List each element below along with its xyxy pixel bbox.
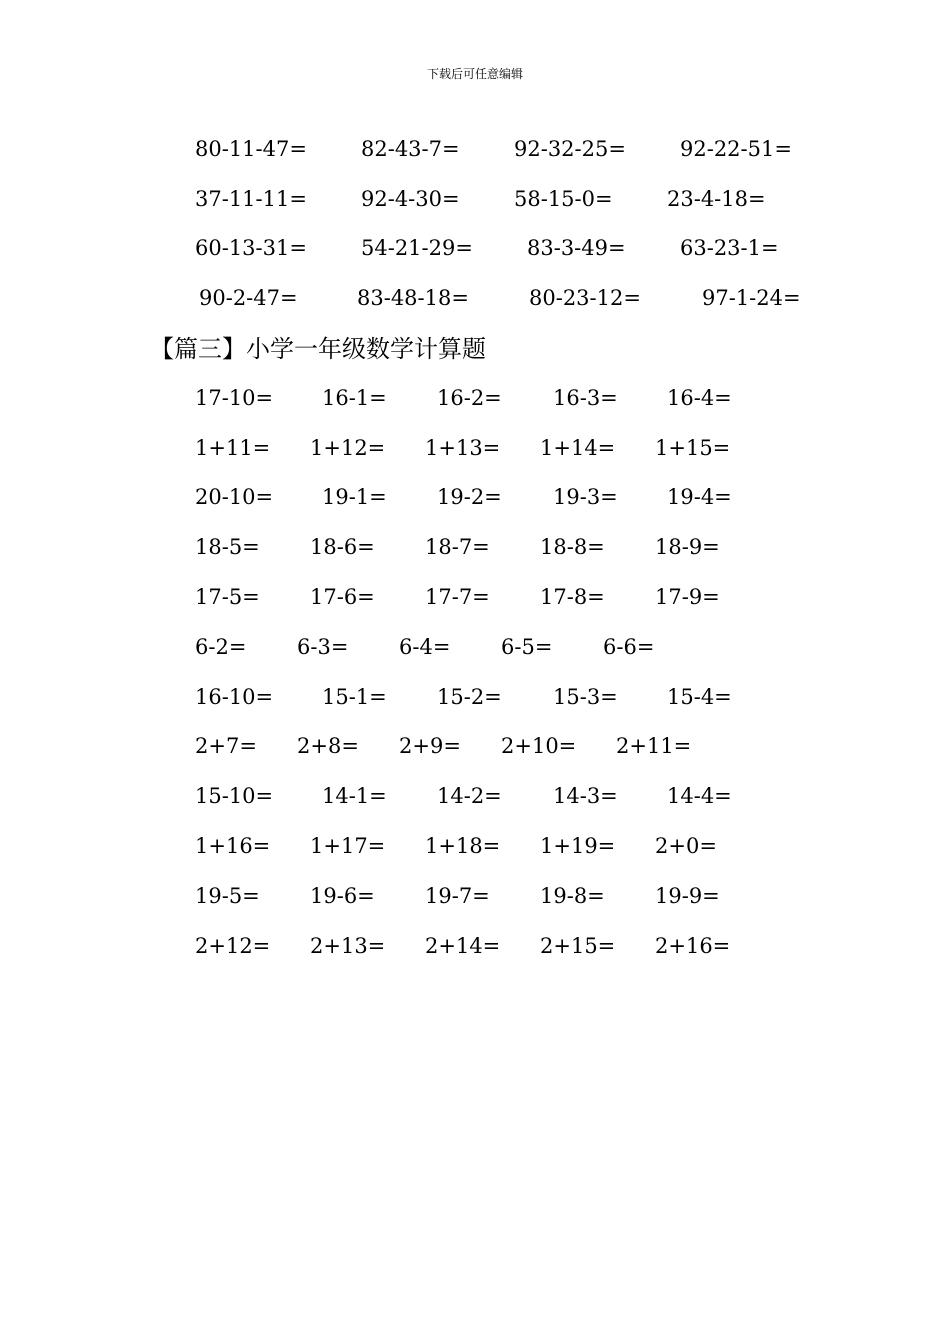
math-problem: 1+17= (310, 834, 386, 858)
math-problem: 80-11-47= (195, 137, 307, 161)
math-problem: 18-5= (195, 535, 260, 559)
math-problem: 1+18= (425, 834, 501, 858)
math-problem: 14-2= (437, 784, 502, 808)
math-problem: 16-10= (195, 685, 274, 709)
section-title: 【篇三】小学一年级数学计算题 (150, 335, 486, 363)
math-problem: 20-10= (195, 485, 274, 509)
math-problem: 15-2= (437, 685, 502, 709)
math-problem: 1+15= (655, 436, 731, 460)
math-problem: 15-10= (195, 784, 274, 808)
math-problem: 1+14= (540, 436, 616, 460)
math-problem: 14-1= (322, 784, 387, 808)
math-problem: 1+19= (540, 834, 616, 858)
math-problem: 80-23-12= (529, 286, 641, 310)
math-problem: 15-1= (322, 685, 387, 709)
math-problem: 18-9= (655, 535, 720, 559)
problem-row (0, 931, 950, 961)
math-problem: 2+12= (195, 934, 271, 958)
math-problem: 2+13= (310, 934, 386, 958)
math-problem: 92-32-25= (514, 137, 626, 161)
math-problem: 2+8= (297, 734, 359, 758)
math-problem: 19-5= (195, 884, 260, 908)
problem-row (0, 582, 950, 612)
math-problem: 19-9= (655, 884, 720, 908)
math-problem: 92-22-51= (680, 137, 792, 161)
math-problem: 15-4= (667, 685, 732, 709)
problem-row (0, 731, 950, 761)
math-problem: 16-4= (667, 386, 732, 410)
problem-row (0, 482, 950, 512)
math-problem: 19-6= (310, 884, 375, 908)
math-problem: 14-4= (667, 784, 732, 808)
math-problem: 37-11-11= (195, 187, 307, 211)
math-problem: 19-7= (425, 884, 490, 908)
math-problem: 15-3= (553, 685, 618, 709)
math-problem: 83-3-49= (527, 236, 626, 260)
math-problem: 2+14= (425, 934, 501, 958)
problem-row (0, 233, 950, 263)
math-problem: 17-5= (195, 585, 260, 609)
problem-row (0, 283, 950, 313)
math-problem: 92-4-30= (361, 187, 460, 211)
math-problem: 1+13= (425, 436, 501, 460)
math-problem: 16-3= (553, 386, 618, 410)
problem-row (0, 881, 950, 911)
math-problem: 17-10= (195, 386, 274, 410)
math-problem: 19-3= (553, 485, 618, 509)
math-problem: 2+11= (616, 734, 692, 758)
math-problem: 18-6= (310, 535, 375, 559)
math-problem: 60-13-31= (195, 236, 307, 260)
problem-row (0, 532, 950, 562)
math-problem: 97-1-24= (702, 286, 801, 310)
math-problem: 2+9= (399, 734, 461, 758)
math-problem: 2+15= (540, 934, 616, 958)
math-problem: 58-15-0= (514, 187, 613, 211)
math-problem: 18-8= (540, 535, 605, 559)
math-problem: 6-5= (501, 635, 553, 659)
problem-row (0, 831, 950, 861)
math-problem: 18-7= (425, 535, 490, 559)
math-problem: 2+10= (501, 734, 577, 758)
math-problem: 83-48-18= (357, 286, 469, 310)
math-problem: 14-3= (553, 784, 618, 808)
math-problem: 6-3= (297, 635, 349, 659)
math-problem: 6-6= (603, 635, 655, 659)
math-problem: 1+11= (195, 436, 271, 460)
problem-row (0, 184, 950, 214)
math-problem: 17-6= (310, 585, 375, 609)
math-problem: 2+7= (195, 734, 257, 758)
problem-row (0, 632, 950, 662)
math-problem: 90-2-47= (199, 286, 298, 310)
math-problem: 63-23-1= (680, 236, 779, 260)
math-problem: 17-9= (655, 585, 720, 609)
math-problem: 17-8= (540, 585, 605, 609)
problem-row (0, 134, 950, 164)
problem-row (0, 433, 950, 463)
problem-row (0, 383, 950, 413)
math-problem: 6-4= (399, 635, 451, 659)
math-problem: 6-2= (195, 635, 247, 659)
math-problem: 2+0= (655, 834, 717, 858)
math-problem: 19-1= (322, 485, 387, 509)
math-problem: 16-2= (437, 386, 502, 410)
math-problem: 82-43-7= (361, 137, 460, 161)
math-problem: 19-4= (667, 485, 732, 509)
math-problem: 19-8= (540, 884, 605, 908)
math-problem: 54-21-29= (361, 236, 473, 260)
math-problem: 23-4-18= (667, 187, 766, 211)
math-problem: 1+12= (310, 436, 386, 460)
math-problem: 1+16= (195, 834, 271, 858)
math-problem: 17-7= (425, 585, 490, 609)
math-problem: 19-2= (437, 485, 502, 509)
math-problem: 2+16= (655, 934, 731, 958)
header-note: 下载后可任意编辑 (426, 67, 523, 81)
problem-row (0, 781, 950, 811)
math-problem: 16-1= (322, 386, 387, 410)
problem-row (0, 682, 950, 712)
